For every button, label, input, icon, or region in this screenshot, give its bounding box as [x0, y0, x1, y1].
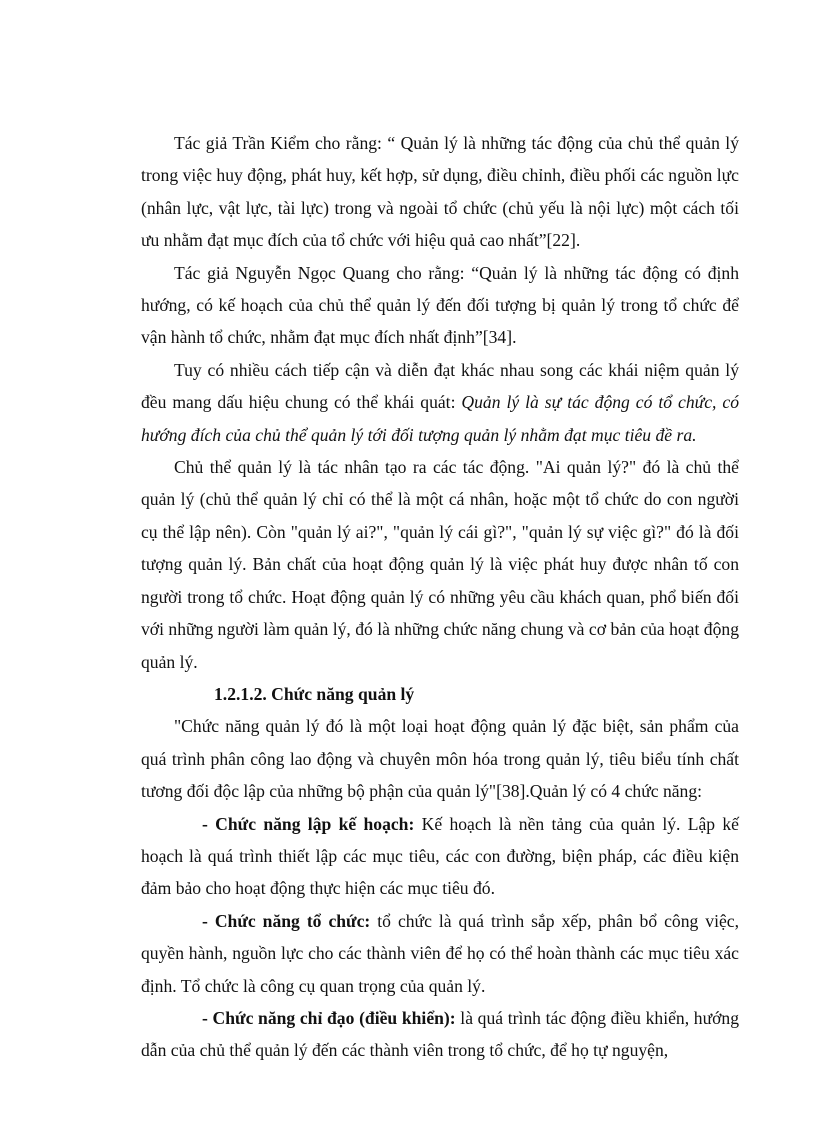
paragraph-nguyen-ngoc-quang: Tác giả Nguyễn Ngọc Quang cho rằng: “Quản lý là những tác động có định hướng, có kế hoạch của chủ thể quản lý đến đối tượng bị quản lý trong tổ chức để vận hành tổ chức, nhằm đạt mục đích nhất định”[34].: [141, 262, 739, 348]
function-text: Kế hoạch là nền tảng của quản lý. Lập kế hoạch là quá trình thiết lập các mục tiêu, các con đường, biện pháp, các điều kiện đảm bảo cho hoạt động thực hiện các mục tiêu đó.: [141, 813, 739, 899]
general-definition-italic: Quản lý là sự tác động có tổ chức, có hướng đích của chủ thể quản lý tới đối tượng quản lý nhằm đạt mục tiêu đề ra.: [141, 392, 739, 445]
function-planning: [141, 808, 739, 905]
section-heading: 1.2.1.2. Chức năng quản lý: [214, 683, 415, 704]
paragraph-general-definition: [141, 354, 739, 451]
paragraph-management-functions: "Chức năng quản lý đó là một loại hoạt động quản lý đặc biệt, sản phẩm của quá trình phân công lao động và chuyên môn hóa trong quản lý, tiêu biểu tính chất tương đối độc lập của những bộ phận của quản lý"[38].Quản lý có 4 chức năng:: [141, 716, 739, 802]
general-definition-intro: Tuy có nhiều cách tiếp cận và diễn đạt khác nhau song các khái niệm quản lý đều mang dấu hiệu chung có thể khái quát:: [141, 359, 739, 413]
paragraph-subject-of-management: Chủ thể quản lý là tác nhân tạo ra các tác động. "Ai quản lý?" đó là chủ thể quản lý (chủ thể quản lý chỉ có thể là một cá nhân, hoặc một tổ chức do con người cụ thể lập nên). Còn "quản lý ai?", "quản lý cái gì?", "quản lý sự việc gì?" đó là đối tượng quản lý. Bản chất của hoạt động quản lý là việc phát huy được nhân tố con người trong tổ chức. Hoạt động quản lý có những yêu cầu khách quan, phổ biến đối với những người làm quản lý, đó là những chức năng chung và cơ bản của hoạt động quản lý.: [141, 457, 739, 672]
function-label: - Chức năng chỉ đạo (điều khiển):: [202, 1007, 456, 1028]
function-text: tổ chức là quá trình sắp xếp, phân bổ công việc, quyền hành, nguồn lực cho các thành viên để họ có thể hoàn thành các mục tiêu xác định. Tổ chức là công cụ quan trọng của quản lý.: [141, 910, 740, 996]
document-page: [141, 127, 739, 1067]
paragraph-tran-kiem: Tác giả Trần Kiểm cho rằng: “ Quản lý là những tác động của chủ thể quản lý trong việc huy động, phát huy, kết hợp, sử dụng, điều chỉnh, điều phối các nguồn lực (nhân lực, vật lực, tài lực) trong và ngoài tổ chức (chủ yếu là nội lực) một cách tối ưu nhằm đạt mục đích của tổ chức với hiệu quả cao nhất”[22].: [141, 133, 739, 251]
function-organizing: [141, 905, 739, 1002]
function-label: - Chức năng tổ chức:: [202, 910, 371, 931]
function-label: - Chức năng lập kế hoạch:: [202, 813, 415, 834]
function-directing: [141, 1002, 739, 1067]
function-text: là quá trình tác động điều khiển, hướng dẫn của chủ thể quản lý đến các thành viên trong tổ chức, để họ tự nguyện,: [141, 1007, 739, 1061]
